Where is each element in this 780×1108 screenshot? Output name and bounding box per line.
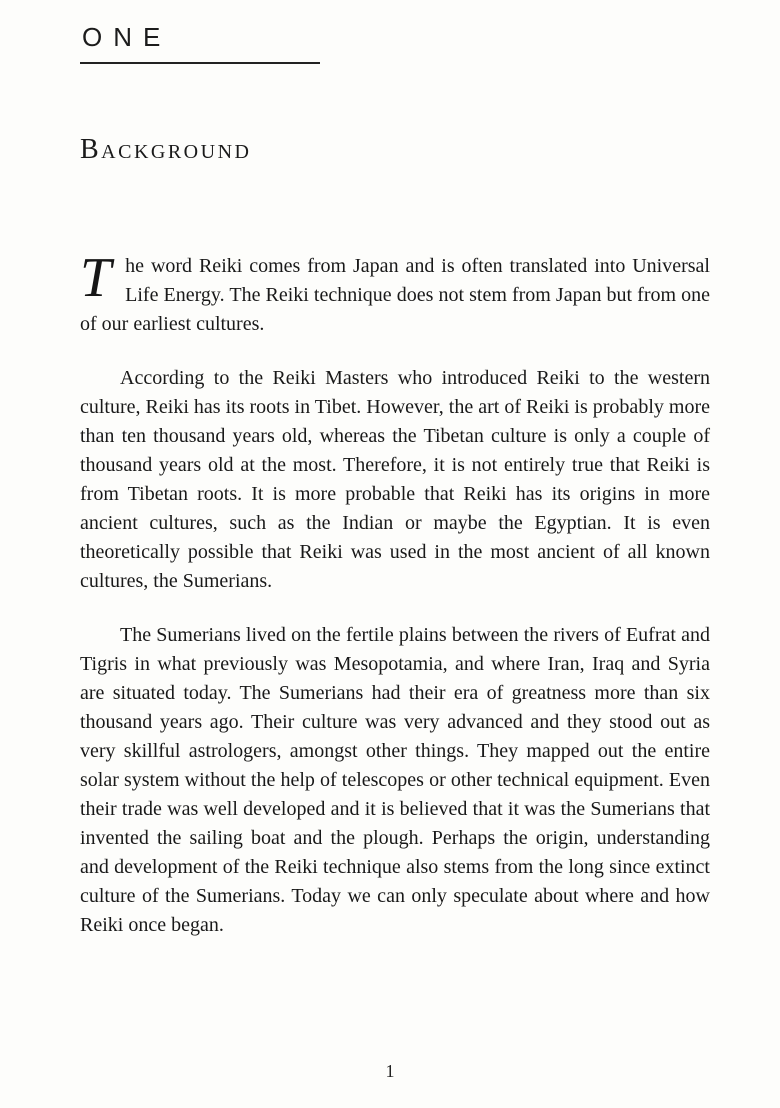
- drop-cap: T: [80, 247, 112, 309]
- paragraph-opening-text: he word Reiki comes from Japan and is often translated into Universal Life Energy. The Reiki technique does not stem from Japan but from one of our earliest cultures.: [80, 255, 710, 335]
- body-text: [80, 247, 710, 940]
- section-title: Background: [80, 134, 252, 165]
- chapter-number: ONE: [80, 20, 320, 64]
- paragraph-opening: [80, 247, 710, 339]
- paragraph: The Sumerians lived on the fertile plains between the rivers of Eufrat and Tigris in what previously was Mesopotamia, and where Iran, Iraq and Syria are situated today. The Sumerians had their era of greatness more than six thousand years ago. Their culture was very advanced and they stood out as very skillful astrologers, amongst other things. They mapped out the entire solar system without the help of telescopes or other technical equipment. Even their trade was well developed and it is believed that it was the Sumerians that invented the sailing boat and the plough. Perhaps the origin, understanding and development of the Reiki technique also stems from the long since extinct culture of the Sumerians. Today we can only speculate about where and how Reiki once began.: [80, 624, 710, 936]
- paragraph: According to the Reiki Masters who introduced Reiki to the western culture, Reiki has its roots in Tibet. However, the art of Reiki is probably more than ten thousand years old, whereas the Tibetan culture is only a couple of thousand years old at the most. Therefore, it is not entirely true that Reiki is from Tibetan roots. It is more probable that Reiki has its origins in more ancient cultures, such as the Indian or maybe the Egyptian. It is even theoretically possible that Reiki was used in the most ancient of all known cultures, the Sumerians.: [80, 367, 710, 592]
- page-number: 1: [385, 1061, 395, 1081]
